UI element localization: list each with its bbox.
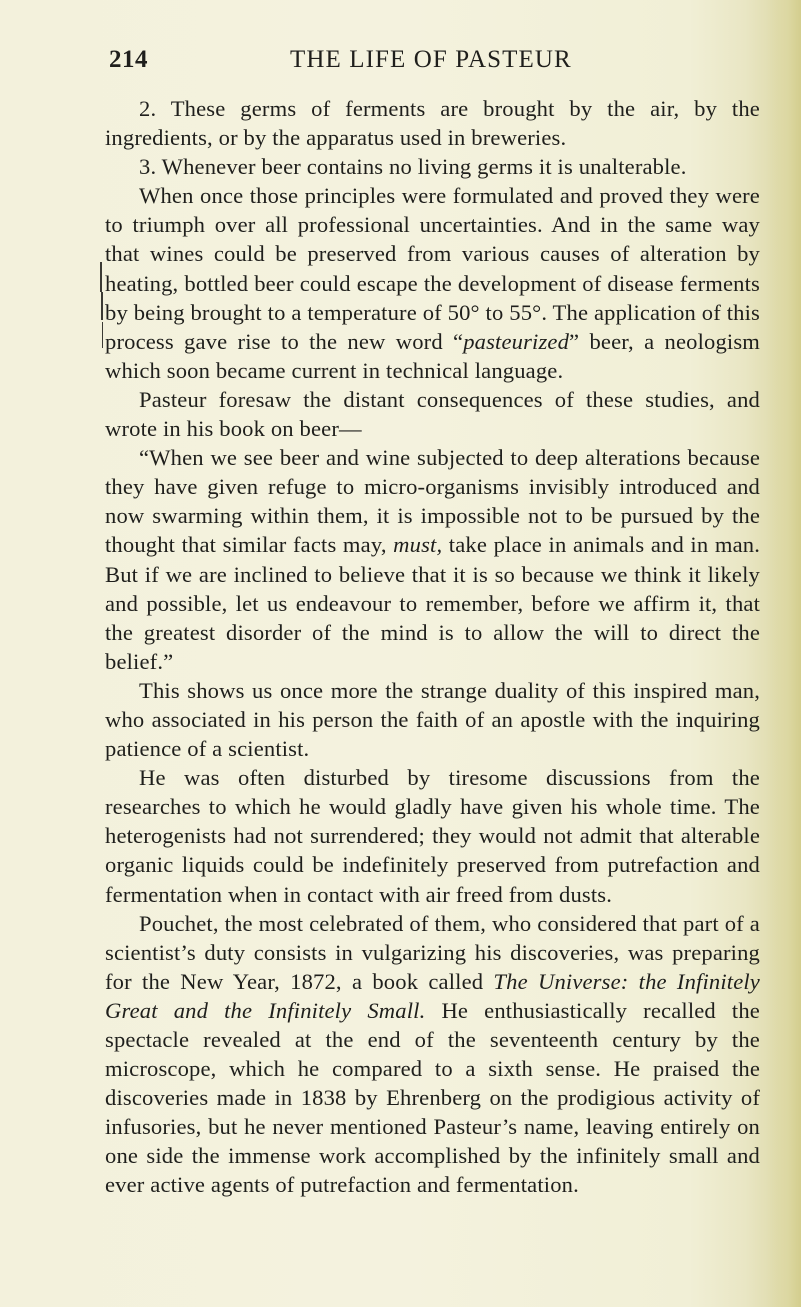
paragraph: [105, 152, 760, 181]
italic-text: must,: [393, 532, 443, 558]
quotation-paragraph: [105, 443, 760, 676]
margin-mark: [101, 292, 103, 320]
italic-text: pasteurized: [463, 328, 570, 354]
text-run: “When we see beer and wine subjected to deep alterations because they have given refuge to micro-organisms invisibly introduced and now swarming within them, it is impossible not to be pursued by the thought that similar facts may,: [105, 445, 760, 558]
text-run: take place in animals and in man. But if we are inclined to believe that it is so because we think it likely and possible, let us endeavour to remember, before we affirm it, that the greatest disorder of the mind is to allow the will to direct the belief.”: [105, 532, 760, 674]
paragraph: [105, 181, 760, 385]
paragraph: [105, 676, 760, 763]
text-run: When once those principles were formulated and proved they were to triumph over all professional uncertainties. And in the same way that wines could be preserved from various causes of alteration by heating, bottled beer could escape the development of disease ferments by being brought to a temperature of 50° to 55°. The application of this process gave rise to the new word “: [105, 183, 760, 354]
margin-mark: [100, 262, 102, 292]
running-title: THE LIFE OF PASTEUR: [290, 46, 572, 73]
text-run: He was often disturbed by tiresome discussions from the researches to which he would gladly have given his whole time. The heterogenists had not surrendered; they would not admit that alterable organic liquids could be indefinitely preserved from putrefaction and fermentation when in contact with air freed from dusts.: [105, 765, 760, 907]
book-page: [105, 46, 760, 1200]
text-run: Pouchet, the most celebrated of them, who considered that part of a scientist’s duty consists in vulgarizing his discoveries, was preparing for the New Year, 1872, a book called: [105, 910, 760, 994]
text-run: ” beer, a neologism which soon became current in technical language.: [105, 328, 760, 383]
italic-text: The Universe: the Infinitely Great and the Infinitely Small.: [105, 968, 760, 1023]
paragraph: [105, 909, 760, 1200]
page-number: 214: [109, 46, 148, 73]
paragraph: [105, 385, 760, 443]
text-run: Pasteur foresaw the distant consequences of these studies, and wrote in his book on beer—: [105, 386, 760, 442]
running-head: [105, 46, 760, 84]
text-run: 3. Whenever beer contains no living germs it is unalterable.: [139, 154, 687, 180]
page-edge-shading: [767, 0, 801, 1307]
text-run: 2. These germs of ferments are brought by the air, by the ingredients, or by the apparatus used in breweries.: [105, 96, 760, 151]
margin-mark: [102, 322, 103, 348]
text-run: This shows us once more the strange duality of this inspired man, who associated in his person the faith of an apostle with the inquiring patience of a scientist.: [105, 677, 760, 762]
paragraph: [105, 763, 760, 908]
text-run: He enthusiastically recalled the spectacle revealed at the end of the seventeenth century by the microscope, which he compared to a sixth sense. He praised the discoveries made in 1838 by Ehrenberg on the prodigious activity of infusories, but he never mentioned Pasteur’s name, leaving entirely on one side the immense work accomplished by the infinitely small and ever active agents of putrefaction and fermentation.: [105, 997, 760, 1198]
body-text: [105, 94, 760, 1200]
paragraph: [105, 94, 760, 152]
